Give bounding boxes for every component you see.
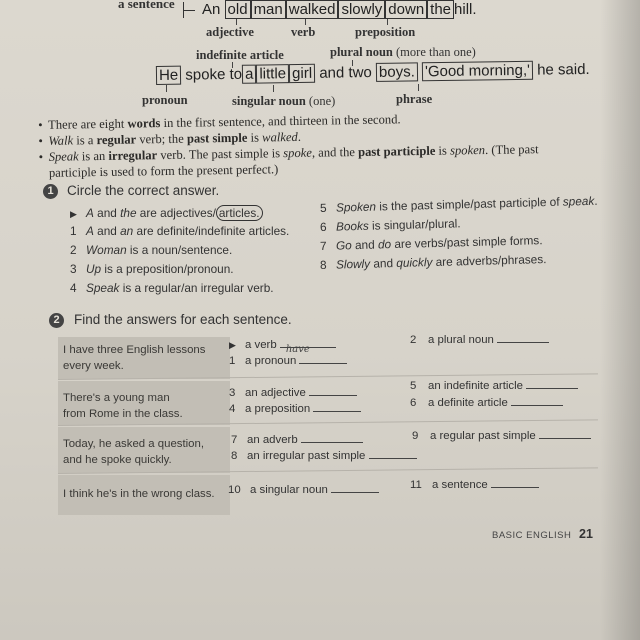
answer-blank-4[interactable] <box>313 411 361 412</box>
label-plural-noun: plural noun (more than one) <box>330 45 476 59</box>
item-3: 3 an adjective <box>229 387 357 399</box>
label-pronoun: pronoun <box>142 93 188 107</box>
tick-phrase <box>418 84 419 91</box>
word-boys: boys. <box>376 62 418 82</box>
exercise1-item-1: 1 A and an are definite/indefinite articles. <box>70 224 290 238</box>
exercise1-example: ▶ A and the are adjectives/ articles. <box>70 206 263 220</box>
label-verb: verb <box>291 25 316 39</box>
word-slowly: slowly <box>338 0 385 19</box>
exercise1-item-8: 8 Slowly and quickly are adverbs/phrases. <box>319 252 547 272</box>
answer-blank-5[interactable] <box>526 388 578 389</box>
word-the: the <box>427 0 454 19</box>
footer-book-title: BASIC ENGLISH <box>492 530 572 541</box>
page-shadow <box>600 0 640 640</box>
note-3: • Speak is an irregular verb. The past simple is spoke, and the past participle is spoken. (The past <box>39 140 599 165</box>
word-spoke-to: spoke to <box>185 65 243 84</box>
circled-answer: articles. <box>216 205 263 221</box>
word-he: He <box>156 66 181 85</box>
page-number: 21 <box>579 527 593 541</box>
item-2: 2 a plural noun <box>410 334 549 346</box>
answer-blank-8[interactable] <box>369 458 417 459</box>
answer-blank-3[interactable] <box>309 395 357 396</box>
answer-blank-1[interactable] <box>299 363 347 364</box>
word-walked: walked <box>286 0 339 19</box>
exercise1-item-6: 6 Books is singular/plural. <box>319 216 461 234</box>
item-4: 4 a preposition <box>229 403 361 415</box>
play-marker-icon: ▶ <box>229 340 236 350</box>
word-hill: hill. <box>454 1 477 18</box>
exercise1-title: Circle the correct answer. <box>67 183 220 198</box>
label-singular-noun: singular noun (one) <box>232 94 336 108</box>
item-11: 11 a sentence <box>410 479 539 491</box>
exercise1-item-2: 2 Woman is a noun/sentence. <box>70 243 233 257</box>
sentence-3: Today, he asked a question, and he spoke quickly. <box>63 438 205 466</box>
item-9: 9 a regular past simple <box>412 430 591 442</box>
example2-sentence <box>156 61 590 84</box>
word-old: old <box>225 0 251 19</box>
handwritten-answer: have <box>285 344 310 355</box>
note-1: • There are eight words in the first sentence, and thirteen in the second. <box>38 108 598 133</box>
exercise1-item-5: 5 Spoken is the past simple/past participle of speak. <box>319 193 598 215</box>
label-phrase: phrase <box>396 92 433 106</box>
word-an: An <box>202 1 221 18</box>
phrase-good-morning: 'Good morning,' <box>422 61 533 82</box>
answer-blank-2[interactable] <box>497 342 549 343</box>
tick-singular <box>273 85 274 92</box>
answer-blank-9[interactable] <box>539 438 591 439</box>
answer-blank-7[interactable] <box>301 442 363 443</box>
answer-blank-11[interactable] <box>491 487 539 488</box>
sentence-2: There's a young man from Rome in the class. <box>63 392 183 420</box>
item-5: 5 an indefinite article <box>410 380 578 392</box>
exercise1-item-3: 3 Up is a preposition/pronoun. <box>70 262 234 276</box>
item-1: 1 a pronoun <box>229 355 347 367</box>
word-girl: girl <box>289 64 315 83</box>
example1-sentence <box>202 1 477 18</box>
bracket-tick <box>183 10 195 11</box>
item-6: 6 a definite article <box>410 397 563 409</box>
item-10: 10 a singular noun <box>228 484 379 496</box>
answer-blank-10[interactable] <box>331 492 379 493</box>
word-little: little <box>256 64 289 83</box>
note-3-continued: participle is used to form the present perfect.) <box>48 162 279 180</box>
item-example-verb: ▶ a verb have <box>229 339 336 351</box>
word-he-said: he said. <box>537 60 590 79</box>
exercise2-title: Find the answers for each sentence. <box>74 312 292 327</box>
sentence-4: I think he's in the wrong class. <box>63 488 215 500</box>
word-and-two: and two <box>319 63 372 82</box>
exercise1-number-badge: 1 <box>43 184 58 199</box>
note-2: • Walk is a regular verb; the past simple is walked. <box>38 124 598 149</box>
exercise2-number-badge: 2 <box>49 313 64 328</box>
example1-label: a sentence <box>118 0 175 11</box>
answer-blank-example[interactable] <box>280 344 336 355</box>
label-preposition: preposition <box>355 25 416 39</box>
exercise1-item-4: 4 Speak is a regular/an irregular verb. <box>70 281 274 295</box>
exercise1-item-7: 7 Go and do are verbs/past simple forms. <box>319 233 543 253</box>
word-man: man <box>251 0 286 19</box>
answer-blank-6[interactable] <box>511 405 563 406</box>
item-7: 7 an adverb <box>231 434 363 446</box>
item-8: 8 an irregular past simple <box>231 450 417 462</box>
notes-list <box>38 108 599 181</box>
sentence-1: I have three English lessons every week. <box>63 344 206 372</box>
label-indefinite-article: indefinite article <box>196 48 284 62</box>
word-down: down <box>385 0 427 19</box>
play-marker-icon: ▶ <box>70 209 77 219</box>
label-adjective: adjective <box>206 25 254 39</box>
tick-pronoun <box>166 85 167 92</box>
word-a: a <box>242 65 257 84</box>
